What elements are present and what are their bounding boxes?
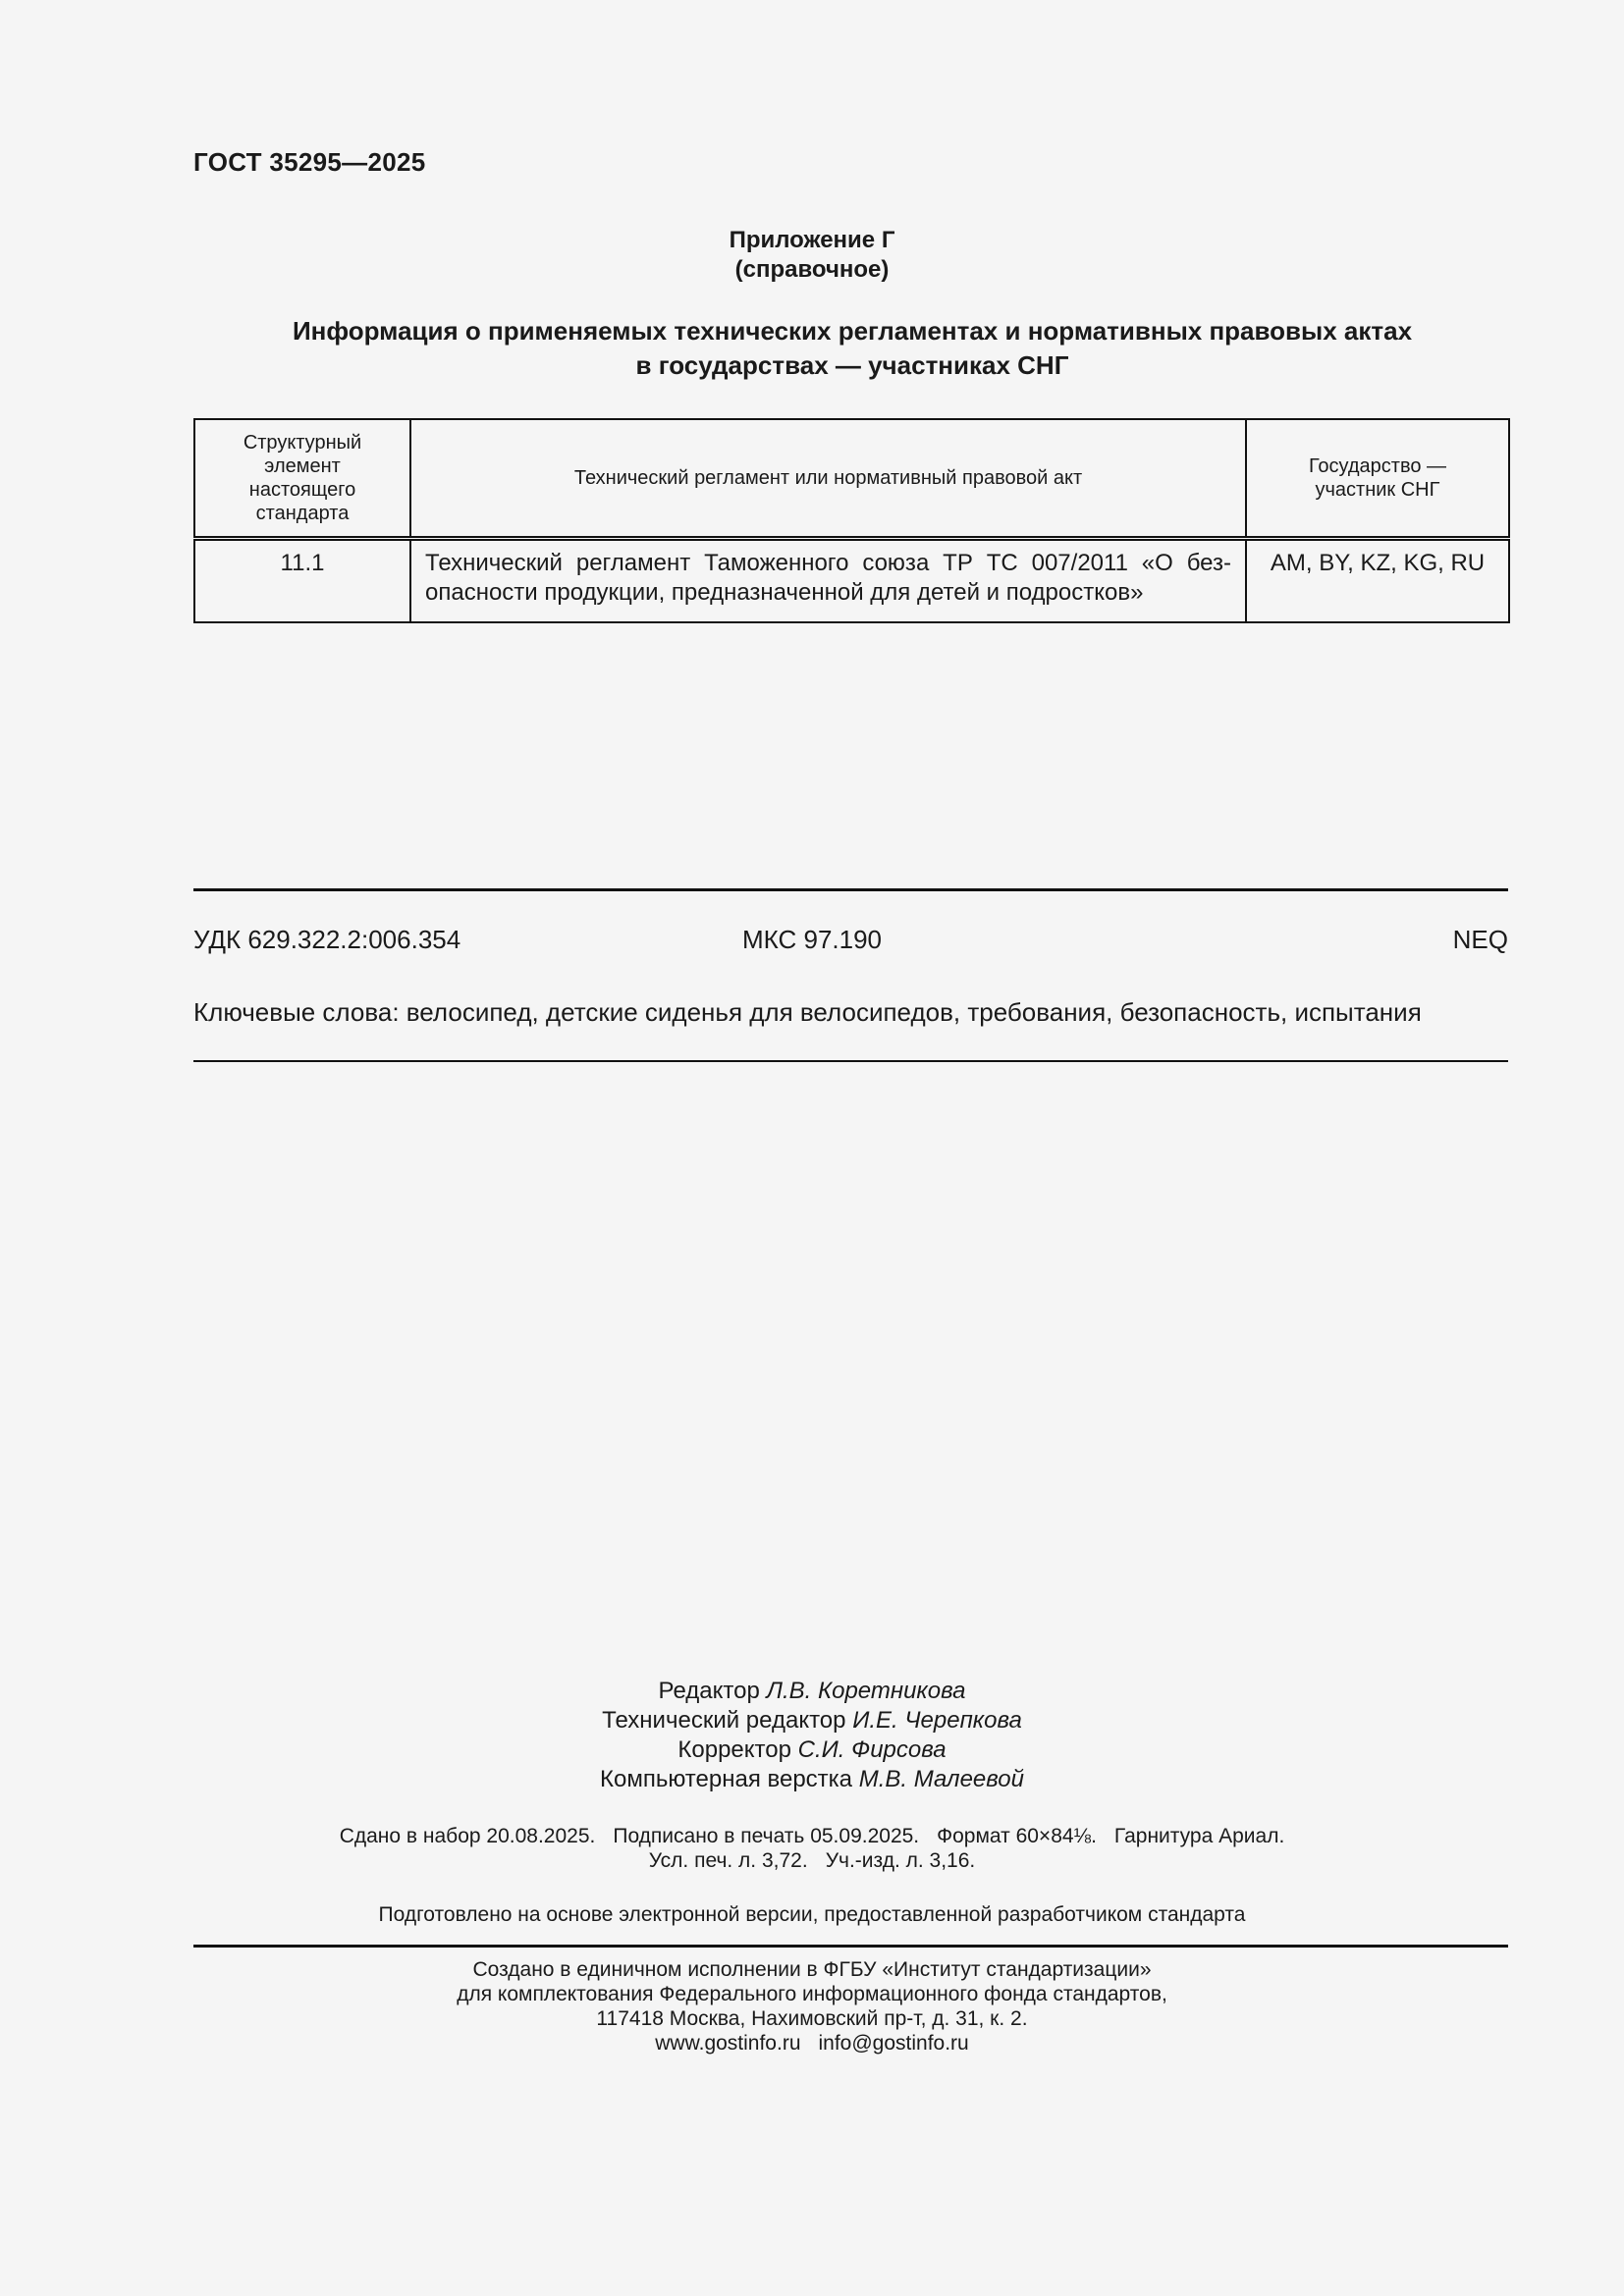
mks-code: МКС 97.190 (741, 925, 883, 954)
divider-bottom (193, 1060, 1508, 1062)
udk-code: УДК 629.322.2:006.354 (193, 925, 461, 954)
print-info: Сдано в набор 20.08.2025. Подписано в печать 05.09.2025. Формат 60×84⅛. Гарнитура Ариал. Усл. печ. л. 3,72. Уч.-изд. л. 3,16. (339, 1825, 1285, 1872)
website-link[interactable]: www.gostinfo.ru (655, 2032, 801, 2055)
section-title (147, 314, 1557, 383)
regulations-table (193, 418, 1510, 623)
credit-proofreader: Корректор С.И. Фирсова (677, 1736, 947, 1763)
credits-block (0, 1677, 1624, 1794)
cell-states: AM, BY, KZ, KG, RU (1246, 539, 1509, 623)
appendix-subtitle: (справочное) (734, 256, 890, 283)
section-title-line2: в государствах — участниках СНГ (635, 350, 1069, 380)
appendix-heading (0, 226, 1624, 285)
credit-tech-editor: Технический редактор И.Е. Черепкова (602, 1707, 1022, 1734)
cell-act: Технический регламент Таможенного союза ТР ТС 007/2011 «О без- опасности продукции, предназначенной для детей и подростков» (410, 539, 1246, 623)
header-structural-element: Структурный элемент настоящего стандарта (194, 419, 410, 539)
credit-editor: Редактор Л.В. Коретникова (658, 1678, 966, 1704)
keywords: Ключевые слова: велосипед, детские сиденья для велосипедов, требования, безопасность, испытания (193, 997, 1422, 1027)
header-state: Государство — участник СНГ (1246, 419, 1509, 539)
cell-element: 11.1 (194, 539, 410, 623)
document-code: ГОСТ 35295—2025 (193, 147, 426, 177)
table-header-row (194, 419, 1509, 539)
header-regulation: Технический регламент или нормативный правовой акт (410, 419, 1246, 539)
table-row (194, 539, 1509, 623)
divider-publisher (193, 1945, 1508, 1948)
publisher-info: Создано в единичном исполнении в ФГБУ «Институт стандартизации» для комплектования Федерального информационного фонда стандартов, 117418 Москва, Нахимовский пр-т, д. 31, к. 2. www.gostinfo.ru info@gostinfo.ru (457, 1958, 1167, 2055)
email-link[interactable]: info@gostinfo.ru (818, 2032, 969, 2055)
credit-layout: Компьютерная верстка М.В. Малеевой (600, 1766, 1024, 1792)
appendix-title: Приложение Г (729, 227, 895, 253)
section-title-line1: Информация о применяемых технических регламентах и нормативных правовых актах (292, 316, 1413, 346)
divider-top (193, 888, 1508, 891)
neq-label: NEQ (1452, 925, 1508, 954)
prepared-note: Подготовлено на основе электронной версии, предоставленной разработчиком стандарта (378, 1903, 1246, 1926)
